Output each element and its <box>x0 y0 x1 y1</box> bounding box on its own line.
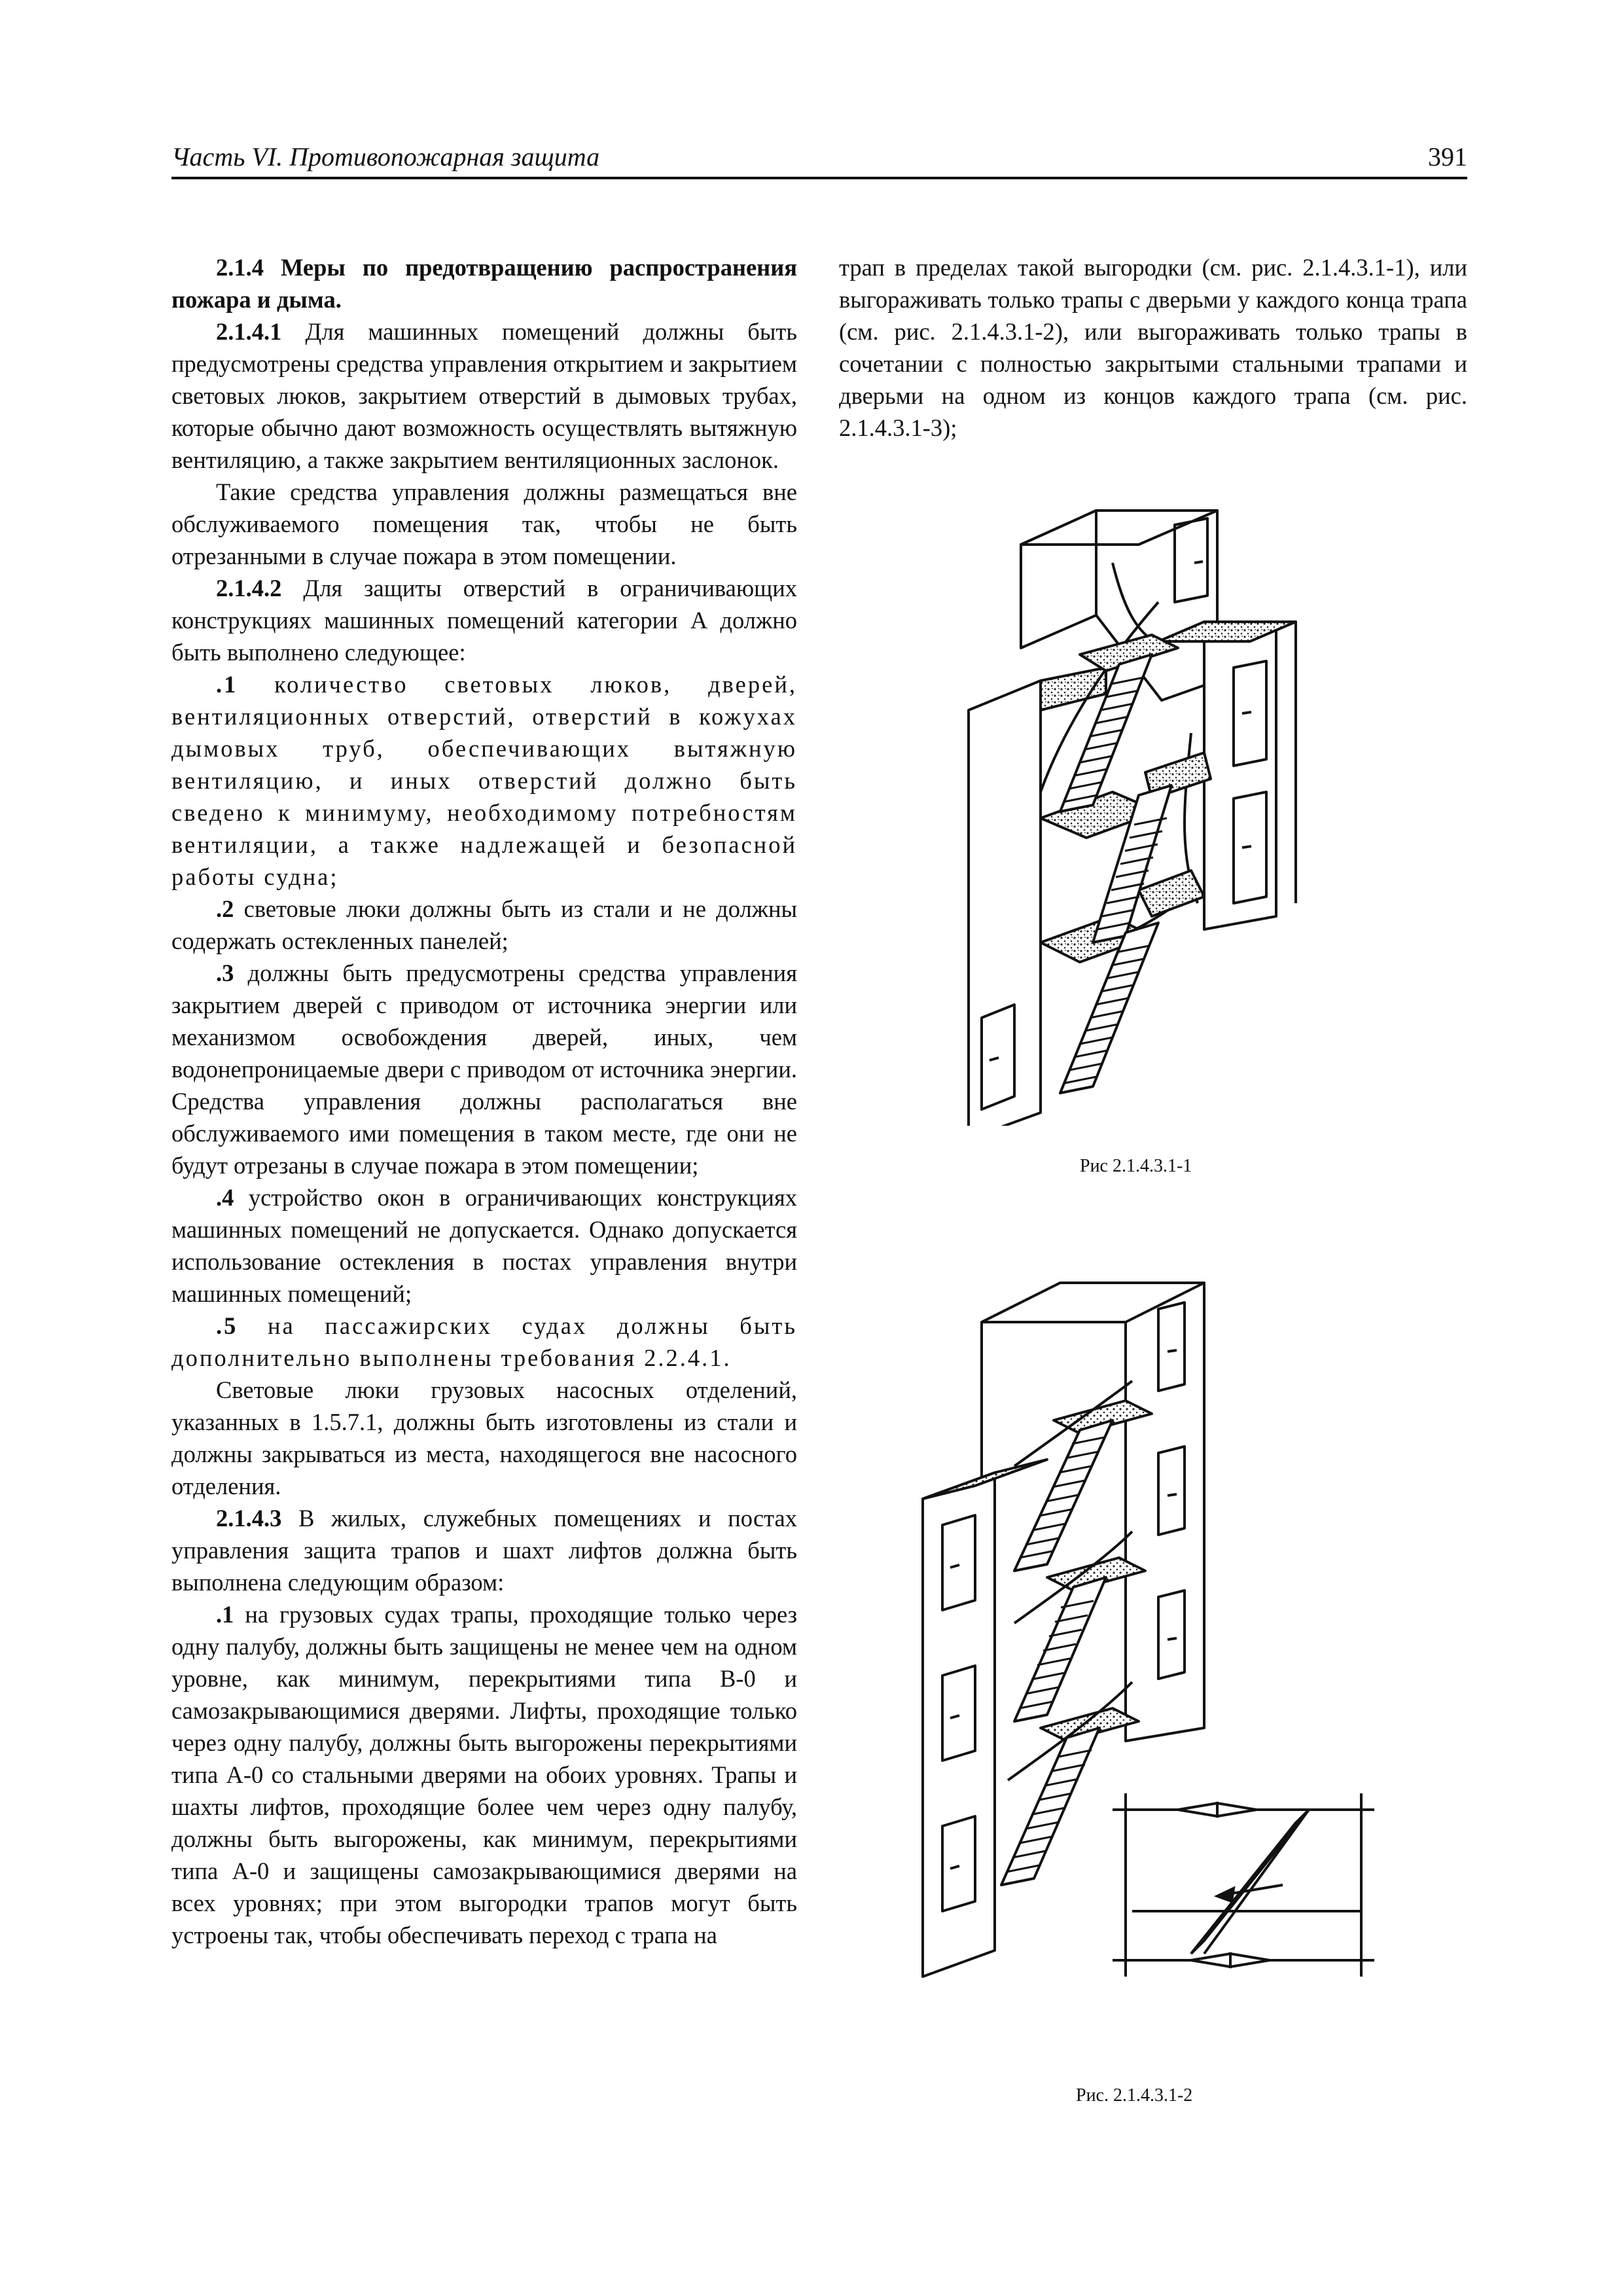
paragraph-controls-location: Такие средства управления должны размещаться вне обслуживаемого помещения так, чтобы не быть отрезанными в случае пожара в этом помещении. <box>171 478 797 569</box>
page-header <box>171 141 1467 182</box>
item-number: .2 <box>216 895 234 922</box>
paragraph-text: В жилых, служебных помещениях и постах управления защита трапов и шахт лифтов должна быть выполнена следующим образом: <box>171 1505 798 1596</box>
figure-2-stair-enclosure <box>916 1270 1400 1990</box>
header-rule <box>171 177 1467 179</box>
clause-number: 2.1.4.1 <box>216 318 282 345</box>
list-item-3 <box>171 957 797 1181</box>
figure-2-caption: Рис. 2.1.4.3.1-2 <box>1076 2085 1193 2106</box>
item-text: устройство окон в ограничивающих конструкциях машинных помещений не допускается. Однако допускается использование остекления в постах управления внутри машинных помещений; <box>171 1184 797 1307</box>
list-item-4 <box>171 1181 797 1310</box>
clause-number: 2.1.4.2 <box>216 575 282 601</box>
figure-1-caption: Рис 2.1.4.3.1-1 <box>1080 1156 1192 1176</box>
item-number: .3 <box>216 960 234 986</box>
paragraph-continuation: трап в пределах такой выгородки (см. рис. 2.1.4.3.1-1), или выгораживать только трапы с дверьми у каждого конца трапа (см. рис. 2.1.4.3.1-2), или выгораживать только трапы в сочетании с полностью закрытыми стальными трапами и дверьми на одном из концов каждого трапа (см. рис. 2.1.4.3.1-3); <box>839 254 1467 441</box>
clause-number: 2.1.4.3 <box>216 1505 282 1532</box>
item-text: на пассажирских судах должны быть дополнительно выполнены требования 2.2.4.1. <box>171 1312 797 1371</box>
page-number: 391 <box>1428 142 1467 171</box>
left-column <box>171 251 797 1951</box>
paragraph-2-1-4-3 <box>171 1502 797 1598</box>
item-text: должны быть предусмотрены средства управления закрытием дверей с приводом от источника энергии или механизмом освобождения дверей, иных, чем водонепроницаемые двери с приводом от источника энергии. Средства управления должны располагаться вне обслуживаемого ими помещения в таком месте, где они не будут отрезаны в случае пожара в этом помещении; <box>171 960 797 1179</box>
item-text: на грузовых судах трапы, проходящие только через одну палубу, должны быть защищены не менее чем на одном уровне, как минимум, перекрытиями типа В-0 и самозакрывающимися дверями. Лифты, проходящие только через одну палубу, должны быть выгорожены перекрытиями типа А-0 со стальными дверями на обоих уровнях. Трапы и шахты лифтов, проходящие более чем через одну палубу, должны быть выгорожены, как минимум, перекрытиями типа А-0 и защищены самозакрывающимися дверями на всех уровнях; при этом выгородки трапов могут быть устроены так, чтобы обеспечивать переход с трапа на <box>171 1601 798 1948</box>
list-item-cargo-ships <box>171 1598 797 1951</box>
list-item-5 <box>171 1310 797 1374</box>
item-number: .1 <box>216 1601 234 1628</box>
item-number: .1 <box>216 671 238 698</box>
list-item-1 <box>171 668 797 893</box>
figure-1-stair-enclosure <box>942 484 1322 1126</box>
item-text: количество световых люков, дверей, вентиляционных отверстий, отверстий в кожухах дымовых труб, обеспечивающих вытяжную вентиляцию, и иных отверстий должно быть сведено к минимуму, необходимому потребностям вентиляции, а также надлежащей и безопасной работы судна; <box>171 671 797 890</box>
right-column <box>839 251 1467 444</box>
paragraph-text: Для машинных помещений должны быть предусмотрены средства управления открытием и закрытием световых люков, закрытием отверстий в дымовых трубах, которые обычно дают возможность осуществлять вытяжную вентиляцию, а также закрытием вентиляционных заслонок. <box>171 318 797 473</box>
paragraph-2-1-4-2 <box>171 572 797 668</box>
item-text: световые люки должны быть из стали и не должны содержать остекленных панелей; <box>171 895 798 954</box>
item-number: .4 <box>216 1184 234 1211</box>
list-item-2 <box>171 893 797 957</box>
section-heading: 2.1.4 Меры по предотвращению распространения пожара и дыма. <box>171 254 797 313</box>
item-number: .5 <box>216 1312 238 1339</box>
running-title: Часть VI. Противопожарная защита <box>171 142 600 171</box>
paragraph-2-1-4-1 <box>171 315 797 476</box>
paragraph-text: Для защиты отверстий в ограничивающих конструкциях машинных помещений категории А должно быть выполнено следующее: <box>171 575 797 666</box>
paragraph-pump-room-skylights: Световые люки грузовых насосных отделений, указанных в 1.5.7.1, должны быть изготовлены из стали и должны закрываться из места, находящегося вне насосного отделения. <box>171 1376 797 1499</box>
